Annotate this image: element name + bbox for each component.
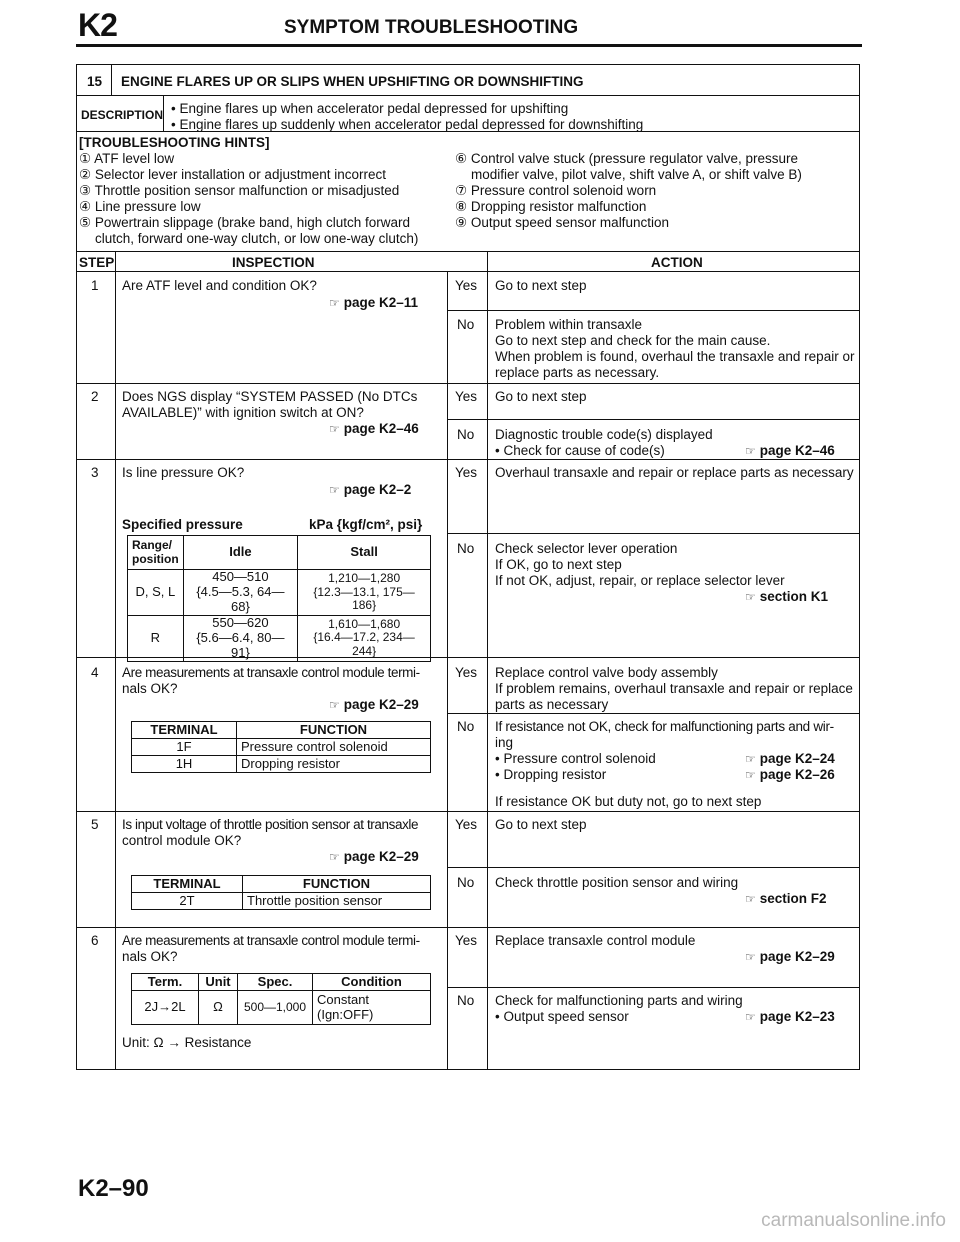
- table-cell: 1,210—1,280 {12.3—13.1, 175—186}: [298, 570, 431, 616]
- action-text: • Pressure control solenoid: [495, 751, 656, 766]
- action-text: replace parts as necessary.: [495, 365, 660, 380]
- table-cell: 1H: [132, 756, 237, 773]
- column-header-action: ACTION: [651, 255, 703, 270]
- table-cell: 2J→2L: [132, 991, 199, 1025]
- header-rule: [76, 44, 862, 47]
- reference-icon: ☞: [745, 1010, 756, 1024]
- step-number: 6: [91, 933, 99, 948]
- hint-item: ⑧ Dropping resistor malfunction: [455, 199, 647, 214]
- section-code: K2: [78, 7, 117, 43]
- result-no: No: [457, 427, 475, 442]
- page-title: SYMPTOM TROUBLESHOOTING: [284, 17, 579, 38]
- table-cell: 2T: [132, 893, 243, 910]
- table-cell: Constant (Ign:OFF): [313, 991, 431, 1025]
- measurement-spec-table: [131, 973, 431, 1025]
- symptom-number: 15: [87, 74, 103, 89]
- page-reference[interactable]: ☞ page K2–46: [329, 421, 419, 436]
- divider: [447, 987, 859, 988]
- table-header-cell: FUNCTION: [237, 722, 431, 739]
- step-number: 4: [91, 665, 99, 680]
- table-cell: Dropping resistor: [237, 756, 431, 773]
- table-header-cell: Term.: [132, 974, 199, 991]
- action-text: Check throttle position sensor and wiring: [495, 875, 739, 890]
- unit-note: Unit: Ω → Resistance: [122, 1035, 252, 1050]
- inspection-text: Are measurements at transaxle control module termi-: [122, 933, 420, 948]
- action-text: When problem is found, overhaul the transaxle and repair or: [495, 349, 855, 364]
- hint-item: modifier valve, pilot valve, shift valve A, or shift valve B): [471, 167, 802, 182]
- inspection-text: Does NGS display “SYSTEM PASSED (No DTCs: [122, 389, 418, 404]
- spec-units: kPa {kgf/cm², psi}: [309, 517, 423, 532]
- action-text: If not OK, adjust, repair, or replace selector lever: [495, 573, 785, 588]
- result-yes: Yes: [455, 278, 478, 293]
- divider: [447, 533, 859, 534]
- divider: [77, 251, 859, 252]
- page-reference[interactable]: ☞ page K2–24: [745, 751, 835, 766]
- table-header-cell: Unit: [199, 974, 238, 991]
- divider: [77, 383, 859, 384]
- action-text: Check for malfunctioning parts and wiring: [495, 993, 743, 1008]
- action-text: Go to next step: [495, 278, 587, 293]
- result-yes: Yes: [455, 817, 478, 832]
- action-text: If resistance not OK, check for malfunctioning parts and wir-: [495, 719, 834, 734]
- divider: [77, 271, 859, 272]
- hint-item: ⑤ Powertrain slippage (brake band, high clutch forward: [79, 215, 411, 230]
- troubleshooting-table: [76, 64, 860, 1070]
- action-text: If OK, go to next step: [495, 557, 622, 572]
- result-no: No: [457, 993, 475, 1008]
- inspection-text: Is input voltage of throttle position sensor at transaxle: [122, 817, 419, 832]
- table-cell: Throttle position sensor: [243, 893, 431, 910]
- reference-icon: ☞: [329, 422, 340, 436]
- result-yes: Yes: [455, 933, 478, 948]
- table-header-cell: Spec.: [238, 974, 313, 991]
- reference-icon: ☞: [329, 698, 340, 712]
- symptom-title: ENGINE FLARES UP OR SLIPS WHEN UPSHIFTING OR DOWNSHIFTING: [121, 74, 584, 89]
- table-header-cell: FUNCTION: [243, 876, 431, 893]
- divider: [487, 251, 488, 1069]
- action-text: Diagnostic trouble code(s) displayed: [495, 427, 713, 442]
- divider: [447, 713, 859, 714]
- inspection-text: Are ATF level and condition OK?: [122, 278, 317, 293]
- reference-icon: ☞: [329, 483, 340, 497]
- divider: [77, 657, 859, 658]
- action-text: ing: [495, 735, 514, 750]
- table-cell: 1F: [132, 739, 237, 756]
- hints-title: [TROUBLESHOOTING HINTS]: [79, 135, 270, 150]
- result-yes: Yes: [455, 389, 478, 404]
- action-text: If resistance OK but duty not, go to next step: [495, 794, 762, 809]
- inspection-text: Are measurements at transaxle control module termi-: [122, 665, 420, 680]
- action-text: Overhaul transaxle and repair or replace parts as necessary: [495, 465, 854, 480]
- result-yes: Yes: [455, 665, 478, 680]
- result-no: No: [457, 719, 475, 734]
- divider: [115, 251, 116, 1069]
- reference-icon: ☞: [329, 296, 340, 310]
- table-header-cell: Idle: [183, 536, 298, 570]
- hint-item: ⑦ Pressure control solenoid worn: [455, 183, 657, 198]
- divider: [77, 811, 859, 812]
- line-pressure-table: [127, 535, 431, 662]
- page-number: K2–90: [78, 1175, 149, 1202]
- result-yes: Yes: [455, 465, 478, 480]
- table-cell: 500—1,000: [238, 991, 313, 1025]
- hint-item: ② Selector lever installation or adjustment incorrect: [79, 167, 386, 182]
- action-text: Replace transaxle control module: [495, 933, 696, 948]
- reference-icon: ☞: [745, 752, 756, 766]
- page-reference[interactable]: ☞ page K2–29: [329, 849, 419, 864]
- reference-icon: ☞: [745, 768, 756, 782]
- page-reference[interactable]: ☞ page K2–23: [745, 1009, 835, 1024]
- reference-icon: ☞: [329, 850, 340, 864]
- reference-icon: ☞: [745, 590, 756, 604]
- page-reference[interactable]: ☞ page K2–2: [329, 482, 412, 497]
- divider: [447, 271, 448, 1069]
- result-no: No: [457, 541, 475, 556]
- divider: [447, 867, 859, 868]
- divider: [77, 927, 859, 928]
- action-text: parts as necessary: [495, 697, 609, 712]
- action-text: • Output speed sensor: [495, 1009, 629, 1024]
- result-no: No: [457, 875, 475, 890]
- section-reference[interactable]: ☞ section F2: [745, 891, 827, 906]
- reference-icon: ☞: [745, 892, 756, 906]
- action-text: Go to next step and check for the main cause.: [495, 333, 771, 348]
- table-cell: 550—620 {5.6—6.4, 80—91}: [183, 615, 298, 661]
- page-reference[interactable]: ☞ page K2–26: [745, 767, 835, 782]
- section-reference[interactable]: ☞ section K1: [745, 589, 829, 604]
- step-number: 1: [91, 278, 99, 293]
- action-text: Go to next step: [495, 389, 587, 404]
- action-text: Replace control valve body assembly: [495, 665, 718, 680]
- divider: [77, 131, 859, 132]
- column-header-step: STEP: [79, 255, 115, 270]
- action-text: If problem remains, overhaul transaxle and repair or replace: [495, 681, 853, 696]
- divider: [447, 419, 859, 420]
- action-text: Check selector lever operation: [495, 541, 678, 556]
- divider: [77, 95, 859, 96]
- description-item: • Engine flares up suddenly when accelerator pedal depressed for downshifting: [171, 117, 644, 132]
- table-header-cell: TERMINAL: [132, 722, 237, 739]
- action-text: Go to next step: [495, 817, 587, 832]
- watermark: carmanualsonline.info: [761, 1210, 946, 1231]
- hint-item: ⑨ Output speed sensor malfunction: [455, 215, 669, 230]
- table-header-cell: TERMINAL: [132, 876, 243, 893]
- divider: [111, 65, 112, 95]
- column-header-inspection: INSPECTION: [232, 255, 315, 270]
- table-cell: Pressure control solenoid: [237, 739, 431, 756]
- page-reference[interactable]: ☞ page K2–11: [329, 295, 419, 310]
- inspection-text: Is line pressure OK?: [122, 465, 245, 480]
- table-cell: R: [128, 615, 184, 661]
- action-text: Problem within transaxle: [495, 317, 643, 332]
- divider: [447, 310, 859, 311]
- reference-icon: ☞: [745, 444, 756, 458]
- table-header-cell: Condition: [313, 974, 431, 991]
- action-text: • Dropping resistor: [495, 767, 607, 782]
- divider: [163, 95, 164, 131]
- result-no: No: [457, 317, 475, 332]
- inspection-text: AVAILABLE)” with ignition switch at ON?: [122, 405, 364, 420]
- page-reference[interactable]: ☞ page K2–46: [745, 443, 835, 458]
- inspection-text: nals OK?: [122, 681, 178, 696]
- step-number: 5: [91, 817, 99, 832]
- table-cell: D, S, L: [128, 570, 184, 616]
- action-text: • Check for cause of code(s): [495, 443, 665, 458]
- hint-item: clutch, forward one-way clutch, or low one-way clutch): [95, 231, 419, 246]
- step-number: 2: [91, 389, 99, 404]
- reference-icon: ☞: [745, 950, 756, 964]
- table-cell: 450—510 {4.5—5.3, 64—68}: [183, 570, 298, 616]
- terminal-function-table: [131, 721, 431, 773]
- page-reference[interactable]: ☞ page K2–29: [329, 697, 419, 712]
- hint-item: ③ Throttle position sensor malfunction or misadjusted: [79, 183, 400, 198]
- step-number: 3: [91, 465, 99, 480]
- hint-item: ④ Line pressure low: [79, 199, 201, 214]
- hint-item: ⑥ Control valve stuck (pressure regulator valve, pressure: [455, 151, 798, 166]
- table-cell: Ω: [199, 991, 238, 1025]
- table-header-cell: Stall: [298, 536, 431, 570]
- page-reference[interactable]: ☞ page K2–29: [745, 949, 835, 964]
- inspection-text: control module OK?: [122, 833, 242, 848]
- hint-item: ① ATF level low: [79, 151, 175, 166]
- description-item: • Engine flares up when accelerator pedal depressed for upshifting: [171, 101, 569, 116]
- description-label: DESCRIPTION: [81, 108, 164, 122]
- divider: [77, 459, 859, 460]
- spec-label: Specified pressure: [122, 517, 243, 532]
- table-header-cell: Range/ position: [128, 536, 184, 570]
- terminal-function-table: [131, 875, 431, 910]
- inspection-text: nals OK?: [122, 949, 178, 964]
- table-cell: 1,610—1,680 {16.4—17.2, 234—244}: [298, 615, 431, 661]
